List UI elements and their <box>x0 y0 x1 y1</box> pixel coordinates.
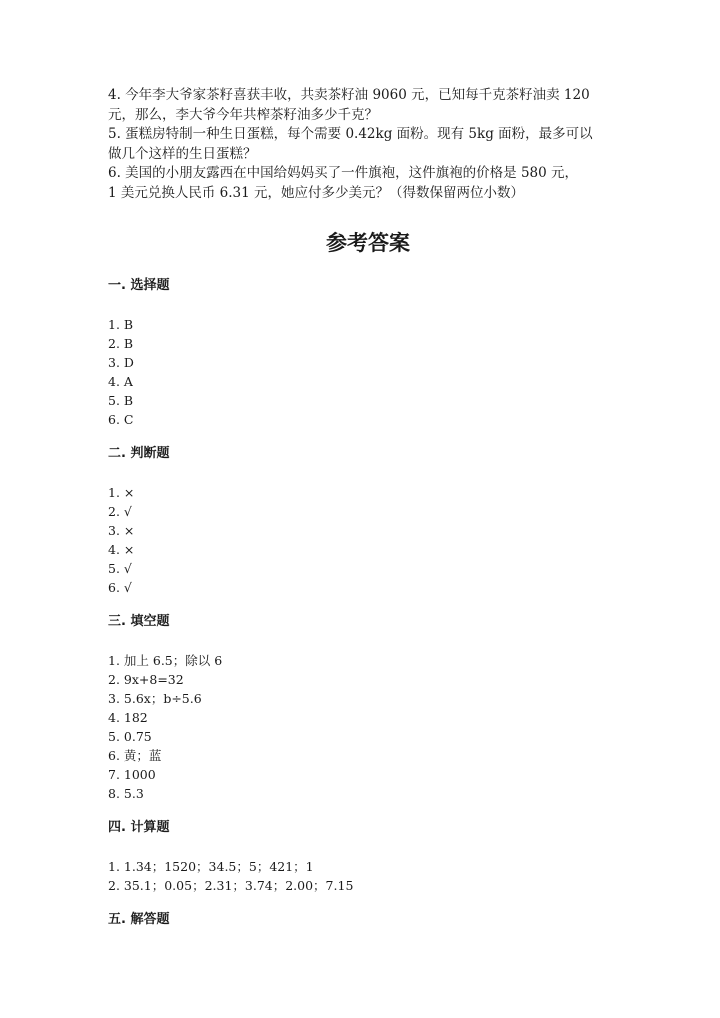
problem-5-line-2: 做几个这样的生日蛋糕？ <box>108 145 257 162</box>
section-solution <box>108 911 628 929</box>
answer-item: 6. 黄；蓝 <box>108 748 162 763</box>
answer-item: 1. 加上 6.5；除以 6 <box>108 653 223 668</box>
answer-item: 4. A <box>108 374 133 389</box>
document-page <box>108 86 628 929</box>
problem-6-line-2: 1 美元兑换人民币 6.31 元，她应付多少美元？（得数保留两位小数） <box>108 184 525 201</box>
section-fill-blank <box>108 613 628 803</box>
section-judgement <box>108 445 628 597</box>
answer-item: 3. 5.6x；b÷5.6 <box>108 691 202 706</box>
answer-list <box>108 483 628 597</box>
answer-list <box>108 857 628 895</box>
problem-6-line-1: 6. 美国的小朋友露西在中国给妈妈买了一件旗袍，这件旗袍的价格是 580 元， <box>108 165 579 181</box>
answer-item: 2. 9x+8=32 <box>108 672 184 687</box>
answer-item: 3. × <box>108 523 135 538</box>
answer-item: 4. 182 <box>108 710 148 725</box>
answer-item: 2. √ <box>108 504 132 519</box>
answer-item: 7. 1000 <box>108 767 156 782</box>
answer-item: 1. × <box>108 485 135 500</box>
answer-item: 1. 1.34；1520；34.5；5；421；1 <box>108 859 314 874</box>
problem-4-line-1: 4. 今年李大爷家茶籽喜获丰收，共卖茶籽油 9060 元，已知每千克茶籽油卖 120 <box>108 87 590 103</box>
problem-block <box>108 86 628 203</box>
problem-4-line-2: 元，那么，李大爷今年共榨茶籽油多少千克？ <box>108 106 378 123</box>
answer-list <box>108 651 628 803</box>
section-calculation <box>108 819 628 895</box>
problem-5-line-1: 5. 蛋糕房特制一种生日蛋糕，每个需要 0.42kg 面粉。现有 5kg 面粉，最多可以 <box>108 126 593 142</box>
section-heading: 四. 计算题 <box>108 820 170 835</box>
answer-item: 4. × <box>108 542 135 557</box>
answer-item: 5. 0.75 <box>108 729 152 744</box>
section-heading: 一. 选择题 <box>108 278 170 293</box>
answer-item: 6. √ <box>108 580 132 595</box>
answer-item: 2. 35.1；0.05；2.31；3.74；2.00；7.15 <box>108 878 354 893</box>
answer-item: 5. √ <box>108 561 132 576</box>
answer-item: 1. B <box>108 317 134 332</box>
answer-item: 3. D <box>108 355 134 370</box>
section-heading: 三. 填空题 <box>108 614 170 629</box>
answer-item: 6. C <box>108 412 134 427</box>
answer-list <box>108 315 628 429</box>
section-heading: 二. 判断题 <box>108 446 170 461</box>
answer-item: 5. B <box>108 393 134 408</box>
answer-item: 8. 5.3 <box>108 786 144 801</box>
answer-title: 参考答案 <box>326 231 410 255</box>
section-choice <box>108 277 628 429</box>
section-heading: 五. 解答题 <box>108 912 170 927</box>
answer-item: 2. B <box>108 336 134 351</box>
